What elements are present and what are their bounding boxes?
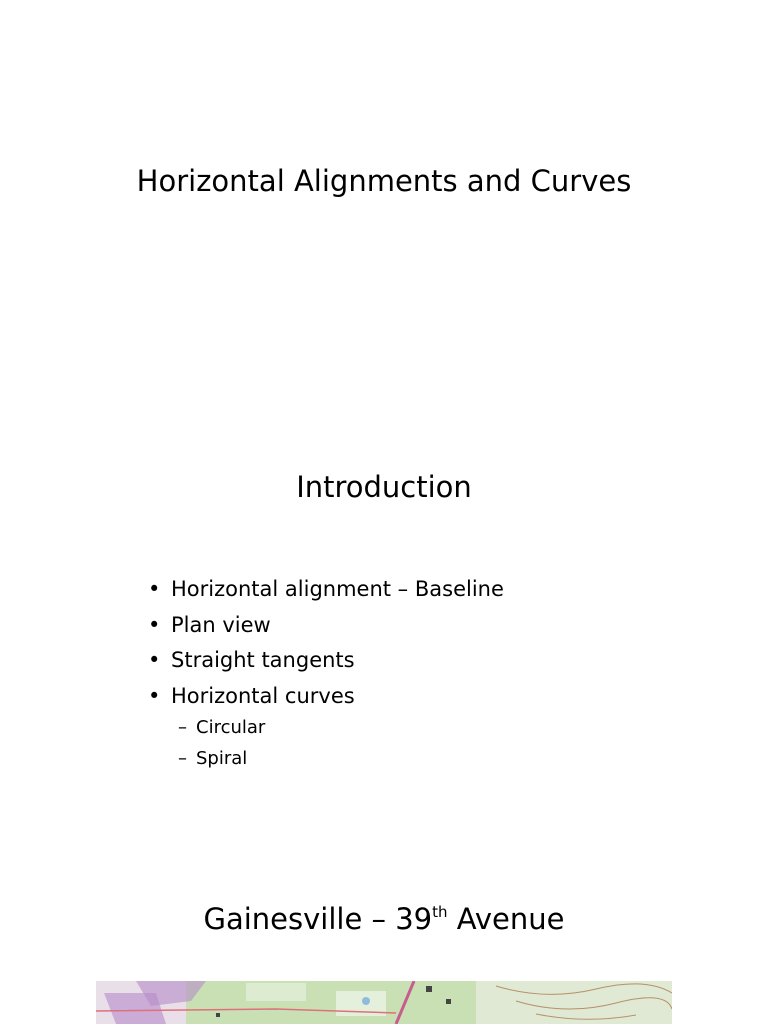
dash-icon: – bbox=[178, 748, 187, 769]
bullet-text: Horizontal curves bbox=[171, 683, 355, 708]
bullet-icon: • bbox=[148, 577, 161, 601]
bullet-text: Plan view bbox=[171, 612, 271, 637]
bullet-icon: • bbox=[148, 683, 161, 708]
sub-bullet-text: Spiral bbox=[196, 748, 248, 769]
sub-bullet-list bbox=[178, 712, 265, 774]
topographic-map-image bbox=[96, 981, 672, 1024]
bullet-item bbox=[148, 608, 504, 644]
bullet-text: Horizontal alignment – Baseline bbox=[171, 577, 504, 601]
bullet-list bbox=[148, 572, 504, 714]
sub-bullet-text: Circular bbox=[196, 717, 266, 738]
slide-title-introduction: Introduction bbox=[296, 470, 472, 504]
title-superscript: th bbox=[432, 903, 448, 921]
slide-title-gainesville bbox=[0, 902, 768, 936]
bullet-item bbox=[148, 572, 504, 608]
sub-bullet-item bbox=[178, 712, 265, 743]
sub-bullet-item bbox=[178, 743, 265, 774]
bullet-item bbox=[148, 643, 504, 679]
bullet-icon: • bbox=[148, 648, 161, 672]
bullet-text: Straight tangents bbox=[171, 648, 355, 672]
title-text-before: Gainesville – 39 bbox=[203, 902, 433, 936]
dash-icon: – bbox=[178, 717, 187, 738]
title-text-after: Avenue bbox=[447, 902, 565, 936]
bullet-item bbox=[148, 679, 504, 715]
bullet-icon: • bbox=[148, 612, 161, 637]
slide-title-horizontal-alignments: Horizontal Alignments and Curves bbox=[136, 164, 632, 198]
map-graphic bbox=[96, 981, 672, 1024]
